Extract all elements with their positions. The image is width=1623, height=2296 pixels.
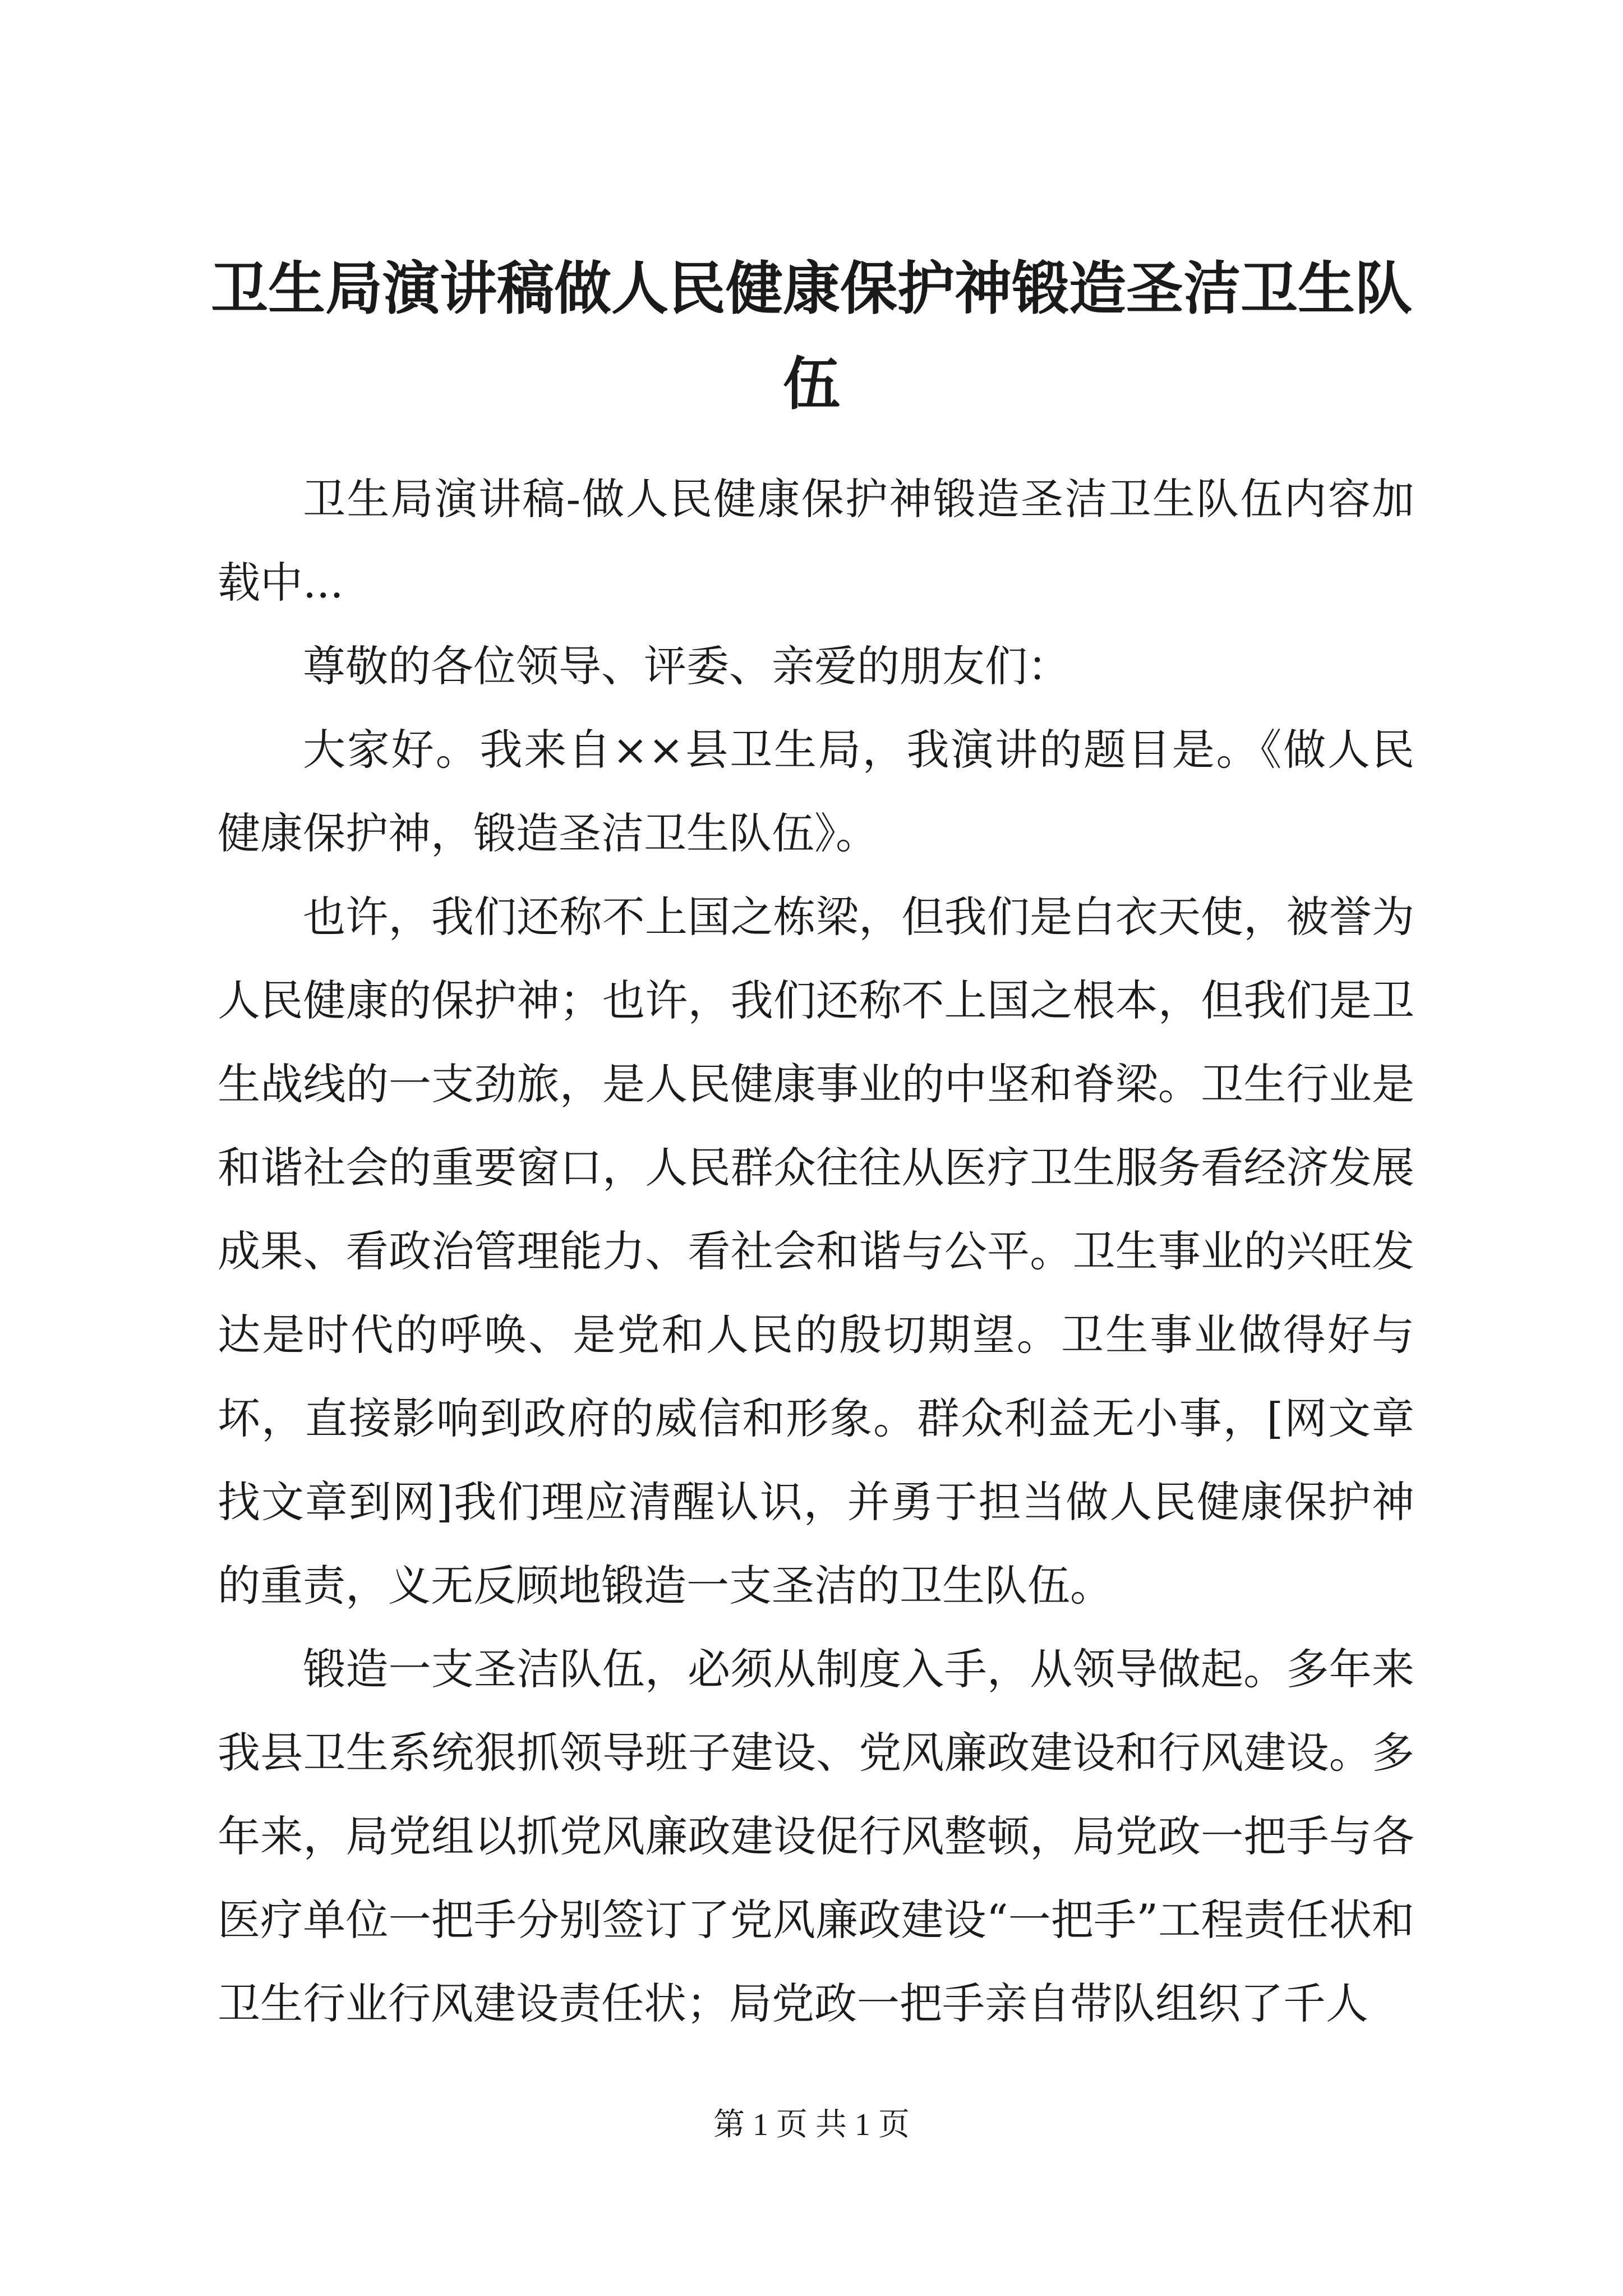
document-title: 卫生局演讲稿做人民健康保护神锻造圣洁卫生队伍 — [211, 255, 1412, 418]
paragraph-loading-note: 卫生局演讲稿-做人民健康保护神锻造圣洁卫生队伍内容加载中... — [218, 474, 1414, 608]
page-footer: 第 1 页 共 1 页 — [713, 2108, 910, 2142]
paragraph-salutation: 尊敬的各位领导、评委、亲爱的朋友们： — [303, 641, 1070, 691]
paragraph-body-2: 锻造一支圣洁队伍，必须从制度入手，从领导做起。多年来我县卫生系统狠抓领导班子建设、党风廉政建设和行风建设。多年来，局党组以抓党风廉政建设促行风整顿，局党政一把手与各医疗单位一把手分别签订了党风廉政建设“一把手”工程责任状和卫生行业行风建设责任状；局党政一把手亲自带队组织了千人 — [218, 1644, 1414, 2028]
document-body — [218, 457, 1414, 2045]
paragraph-body-1: 也许，我们还称不上国之栋梁，但我们是白衣天使，被誉为人民健康的保护神；也许，我们还称不上国之根本，但我们是卫生战线的一支劲旅，是人民健康事业的中坚和脊梁。卫生行业是和谐社会的重要窗口，人民群众往往从医疗卫生服务看经济发展成果、看政治管理能力、看社会和谐与公平。卫生事业的兴旺发达是时代的呼唤、是党和人民的殷切期望。卫生事业做得好与坏，直接影响到政府的威信和形象。群众利益无小事，[网文章找文章到网]我们理应清醒认识，并勇于担当做人民健康保护神的重责，义无反顾地锻造一支圣洁的卫生队伍。 — [218, 892, 1414, 1611]
paragraph-greeting: 大家好。我来自××县卫生局，我演讲的题目是。《做人民健康保护神，锻造圣洁卫生队伍》。 — [218, 725, 1414, 858]
